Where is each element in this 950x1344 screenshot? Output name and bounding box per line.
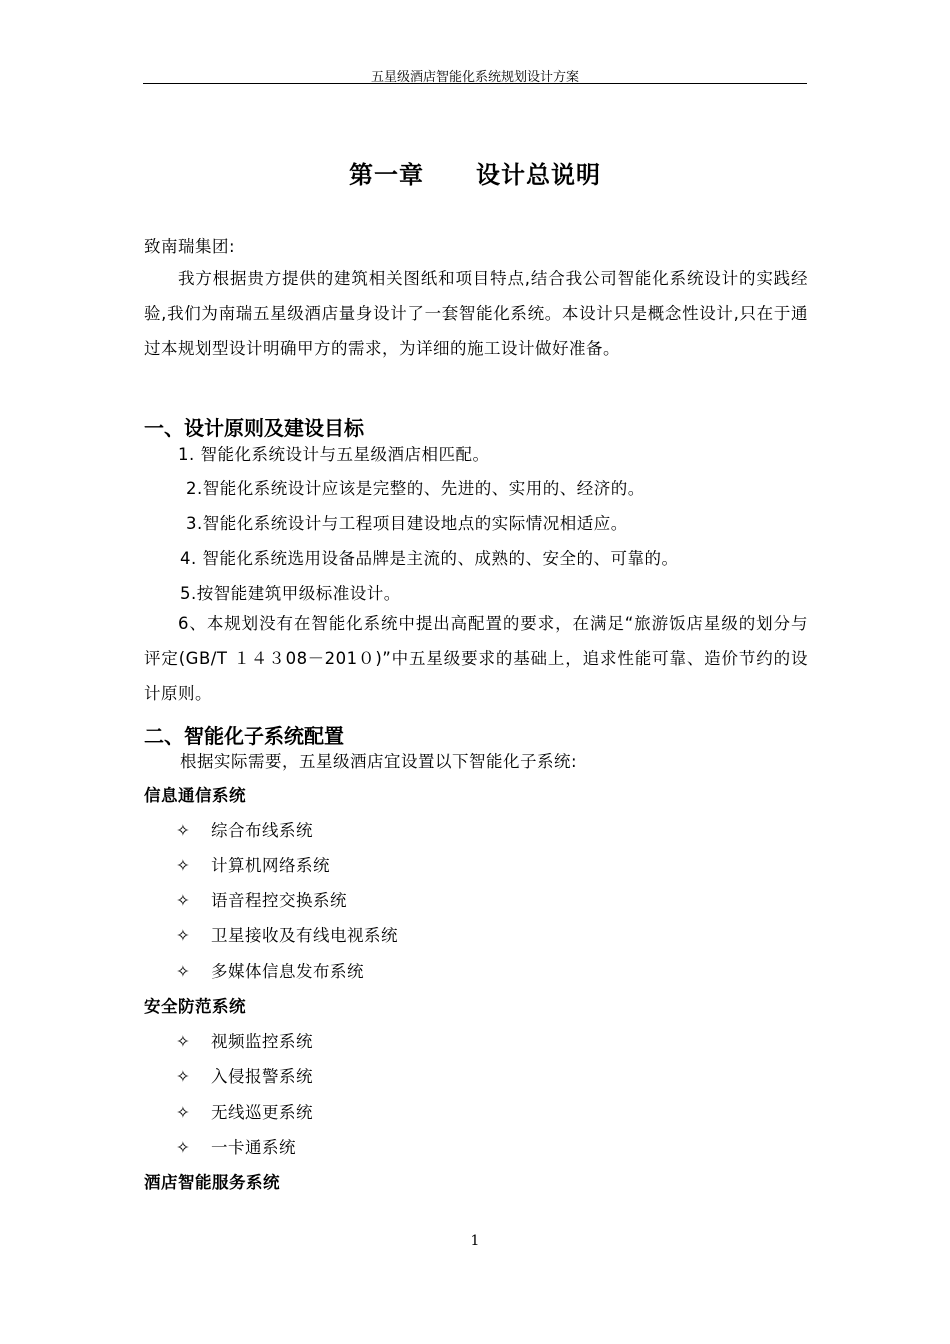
section2-intro: 根据实际需要，五星级酒店宜设置以下智能化子系统: — [180, 752, 578, 771]
list-item: ✧ 入侵报警系统 — [176, 1067, 313, 1086]
section-heading-2: 二、智能化子系统配置 — [144, 724, 344, 748]
diamond-bullet-icon: ✧ — [176, 926, 191, 945]
diamond-bullet-icon: ✧ — [176, 891, 191, 910]
list-item: ✧ 综合布线系统 — [176, 821, 313, 840]
diamond-bullet-icon: ✧ — [176, 1032, 191, 1051]
diamond-bullet-icon: ✧ — [176, 1103, 191, 1122]
section-heading-1: 一、设计原则及建设目标 — [144, 416, 364, 440]
salutation: 致南瑞集团: — [144, 237, 236, 256]
diamond-bullet-icon: ✧ — [176, 962, 191, 981]
chapter-label: 第一章 — [349, 161, 424, 189]
list-item: ✧ 语音程控交换系统 — [176, 891, 347, 910]
category-heading: 信息通信系统 — [144, 786, 246, 805]
chapter-title — [0, 155, 950, 190]
header-rule — [143, 83, 807, 84]
list-item: ✧ 无线巡更系统 — [176, 1103, 313, 1122]
principle-item: 3.智能化系统设计与工程项目建设地点的实际情况相适应。 — [186, 514, 628, 533]
diamond-bullet-icon: ✧ — [176, 1138, 191, 1157]
category-heading: 酒店智能服务系统 — [144, 1173, 280, 1192]
page-header: 五星级酒店智能化系统规划设计方案 — [370, 70, 579, 85]
principle-item: 2.智能化系统设计应该是完整的、先进的、实用的、经济的。 — [186, 479, 645, 498]
diamond-bullet-icon: ✧ — [176, 856, 191, 875]
principle-item: 5.按智能建筑甲级标准设计。 — [180, 584, 401, 603]
principle-item-6: 6、本规划没有在智能化系统中提出高配置的要求，在满足“旅游饭店星级的划分与评定(GB/T １４３08－201０)”中五星级要求的基础上，追求性能可靠、造价节约的设计原则。 — [144, 614, 808, 703]
category-heading: 安全防范系统 — [144, 997, 246, 1016]
list-item: ✧ 计算机网络系统 — [176, 856, 330, 875]
page-number: 1 — [470, 1233, 480, 1249]
principle-item: 4. 智能化系统选用设备品牌是主流的、成熟的、安全的、可靠的。 — [180, 549, 679, 568]
list-item: ✧ 视频监控系统 — [176, 1032, 313, 1051]
diamond-bullet-icon: ✧ — [176, 1067, 191, 1086]
chapter-name: 设计总说明 — [476, 161, 601, 189]
list-item: ✧ 一卡通系统 — [176, 1138, 296, 1157]
principle-item: 1. 智能化系统设计与五星级酒店相匹配。 — [178, 445, 490, 464]
list-item: ✧ 多媒体信息发布系统 — [176, 962, 364, 981]
diamond-bullet-icon: ✧ — [176, 821, 191, 840]
intro-paragraph: 我方根据贵方提供的建筑相关图纸和项目特点,结合我公司智能化系统设计的实践经验,我们为南瑞五星级酒店量身设计了一套智能化系统。本设计只是概念性设计,只在于通过本规划型设计明确甲方的需求，为详细的施工设计做好准备。 — [144, 269, 808, 358]
list-item: ✧ 卫星接收及有线电视系统 — [176, 926, 398, 945]
